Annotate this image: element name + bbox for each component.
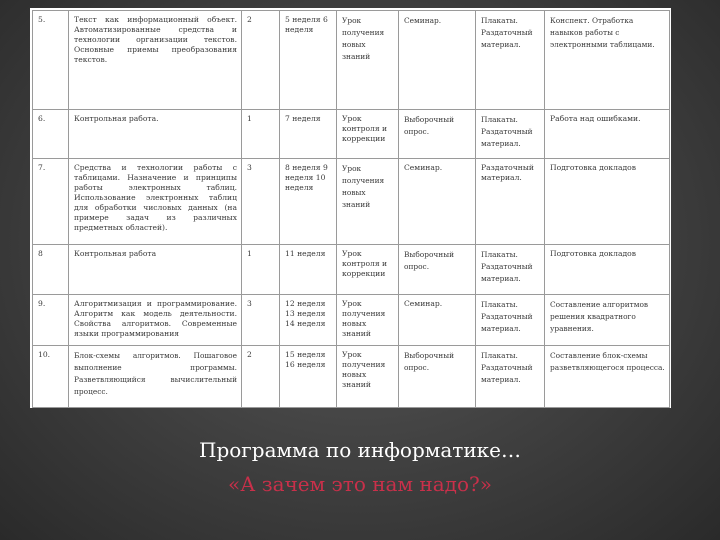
lesson-hours: 2 [242,11,280,110]
lesson-topic: Алгоритмизация и программирование. Алгоритм как модель деятельности. Свойства алгоритмов. Современные языки программирования [69,295,242,346]
lesson-number: 9. [33,295,69,346]
lesson-equipment: Плакаты. Раздаточный материал. [476,11,545,110]
document-page [30,8,671,408]
lesson-equipment: Плакаты. Раздаточный материал. [476,295,545,346]
lesson-weeks: 5 неделя 6 неделя [280,11,337,110]
lesson-topic: Блок-схемы алгоритмов. Пошаговое выполнение программы. Разветвляющийся вычислительный процесс. [69,346,242,408]
lesson-hours: 2 [242,346,280,408]
lesson-type: Урок получения новых знаний [337,11,399,110]
lesson-control: Конспект. Отработка навыков работы с электронными таблицами. [545,11,670,110]
lesson-topic: Контрольная работа. [69,110,242,159]
lesson-equipment: Раздаточный материал. [476,159,545,245]
lesson-equipment: Плакаты. Раздаточный материал. [476,110,545,159]
lesson-number: 8 [33,245,69,295]
lesson-weeks: 15 неделя 16 неделя [280,346,337,408]
lesson-topic: Текст как информационный объект. Автоматизированные средства и технологии организации текстов. Основные приемы преобразования текстов. [69,11,242,110]
lesson-type: Урок получения новых знаний [337,295,399,346]
lesson-number: 10. [33,346,69,408]
lesson-plan-table [32,10,670,408]
lesson-control: Составление алгоритмов решения квадратного уравнения. [545,295,670,346]
lesson-number: 7. [33,159,69,245]
lesson-topic: Средства и технологии работы с таблицами. Назначение и принципы работы электронных таблиц. Использование электронных таблиц для обработки числовых данных (на примере задач из различных предметных областей). [69,159,242,245]
lesson-form: Семинар. [399,295,476,346]
table-row [33,346,670,408]
lesson-form: Семинар. [399,11,476,110]
lesson-hours: 1 [242,245,280,295]
lesson-hours: 3 [242,295,280,346]
lesson-weeks: 8 неделя 9 неделя 10 неделя [280,159,337,245]
lesson-equipment: Плакаты. Раздаточный материал. [476,245,545,295]
lesson-control: Подготовка докладов [545,245,670,295]
lesson-equipment: Плакаты. Раздаточный материал. [476,346,545,408]
lesson-number: 5. [33,11,69,110]
table-row [33,11,670,110]
lesson-hours: 1 [242,110,280,159]
lesson-weeks: 11 неделя [280,245,337,295]
lesson-number: 6. [33,110,69,159]
lesson-topic: Контрольная работа [69,245,242,295]
lesson-weeks: 12 неделя 13 неделя 14 неделя [280,295,337,346]
lesson-form: Выборочный опрос. [399,346,476,408]
lesson-form: Выборочный опрос. [399,110,476,159]
lesson-type: Урок получения новых знаний [337,159,399,245]
lesson-form: Семинар. [399,159,476,245]
lesson-form: Выборочный опрос. [399,245,476,295]
table-row [33,159,670,245]
slide-subcaption: «А зачем это нам надо?» [228,472,492,496]
lesson-control: Работа над ошибками. [545,110,670,159]
lesson-type: Урок контроля и коррекции [337,110,399,159]
lesson-control: Подготовка докладов [545,159,670,245]
table-row [33,295,670,346]
lesson-weeks: 7 неделя [280,110,337,159]
lesson-control: Составление блок-схемы разветвляющегося процесса. [545,346,670,408]
lesson-hours: 3 [242,159,280,245]
table-row [33,245,670,295]
slide-caption: Программа по информатике… [199,438,521,462]
lesson-type: Урок получения новых знаний [337,346,399,408]
table-row [33,110,670,159]
lesson-type: Урок контроля и коррекции [337,245,399,295]
